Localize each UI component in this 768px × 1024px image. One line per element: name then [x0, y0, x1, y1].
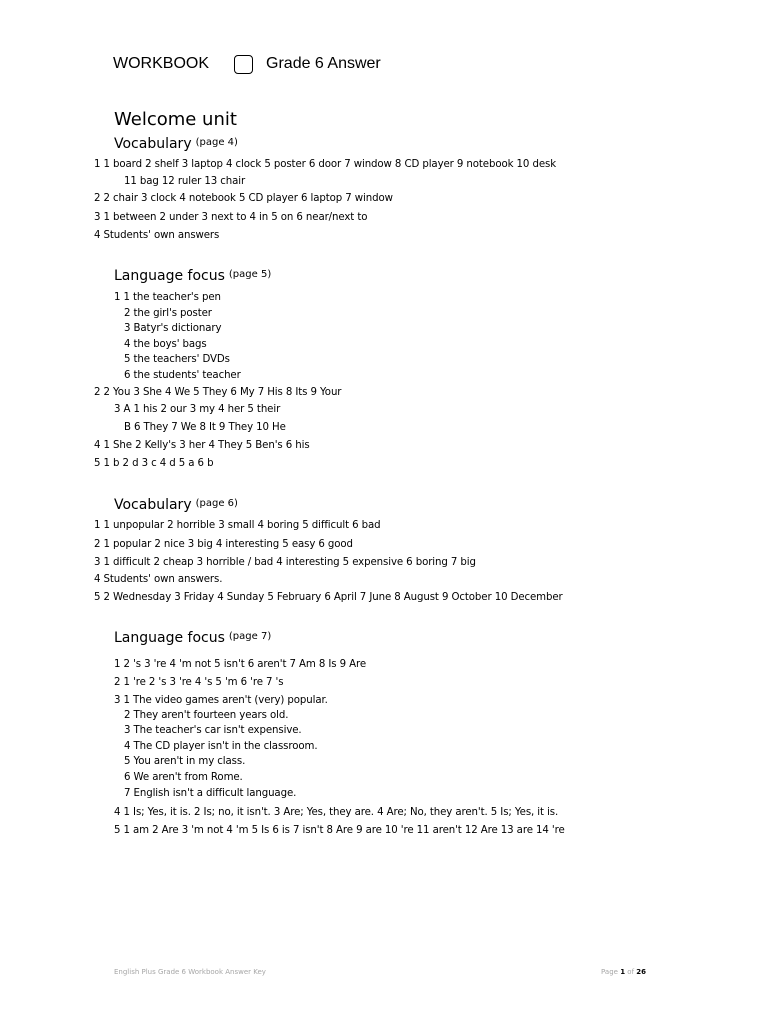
footer-page-total: 26	[636, 968, 647, 976]
answer-line: 1 2 's 3 're 4 'm not 5 isn't 6 aren't 7 Am 8 Is 9 Are	[114, 659, 367, 670]
answer-line: 3 Batyr's dictionary	[124, 323, 222, 334]
footer-of-word: of	[627, 968, 635, 976]
answer-line: 3 1 The video games aren't (very) popular.	[114, 695, 328, 706]
unit-title: Welcome unit	[114, 109, 237, 130]
answer-line: 3 A 1 his 2 our 3 my 4 her 5 their	[114, 404, 281, 415]
checkbox-square-icon	[234, 55, 253, 74]
answer-line: 3 The teacher's car isn't expensive.	[124, 725, 302, 736]
answer-line: 1 1 unpopular 2 horrible 3 small 4 boring 5 difficult 6 bad	[94, 520, 381, 531]
answer-line: 4 the boys' bags	[124, 339, 207, 350]
answer-line: 3 1 difficult 2 cheap 3 horrible / bad 4 interesting 5 expensive 6 boring 7 big	[94, 557, 476, 568]
answer-line: 4 1 Is; Yes, it is. 2 Is; no, it isn't. 3 Are; Yes, they are. 4 Are; No, they aren't. 5 Is; Yes, it is.	[114, 807, 559, 818]
section-title-text: Vocabulary	[114, 497, 192, 513]
answer-line: 2 1 popular 2 nice 3 big 4 interesting 5 easy 6 good	[94, 539, 353, 550]
answer-line: 7 English isn't a difficult language.	[124, 788, 297, 799]
answer-line: 6 We aren't from Rome.	[124, 772, 243, 783]
answer-line: 4 The CD player isn't in the classroom.	[124, 741, 318, 752]
answer-line: 5 1 am 2 Are 3 'm not 4 'm 5 Is 6 is 7 isn't 8 Are 9 are 10 're 11 aren't 12 Are 13 are 14 're	[114, 825, 565, 836]
section-page-ref: (page 4)	[195, 137, 238, 148]
answer-line: 2 1 're 2 's 3 're 4 's 5 'm 6 're 7 's	[114, 677, 284, 688]
answer-line: 2 the girl's poster	[124, 308, 212, 319]
section-title-text: Language focus	[114, 268, 225, 284]
answer-line: 11 bag 12 ruler 13 chair	[124, 176, 246, 187]
page-header	[113, 52, 381, 76]
answer-line: 1 1 board 2 shelf 3 laptop 4 clock 5 poster 6 door 7 window 8 CD player 9 notebook 10 desk	[94, 159, 556, 170]
answer-line: 1 1 the teacher's pen	[114, 292, 221, 303]
section-title-text: Language focus	[114, 630, 225, 646]
answer-line: 4 Students' own answers.	[94, 574, 223, 585]
section-title-text: Vocabulary	[114, 136, 192, 152]
answer-line: 2 They aren't fourteen years old.	[124, 710, 289, 721]
answer-line: B 6 They 7 We 8 It 9 They 10 He	[124, 422, 286, 433]
section-title	[114, 630, 271, 646]
workbook-label: WORKBOOK	[113, 55, 210, 72]
section-title	[114, 497, 238, 513]
section-page-ref: (page 6)	[195, 498, 238, 509]
answer-line: 3 1 between 2 under 3 next to 4 in 5 on 6 near/next to	[94, 212, 368, 223]
answer-line: 5 You aren't in my class.	[124, 756, 246, 767]
grade-label: Grade 6 Answer	[266, 55, 381, 72]
answer-line: 5 2 Wednesday 3 Friday 4 Sunday 5 February 6 April 7 June 8 August 9 October 10 December	[94, 592, 563, 603]
answer-line: 6 the students' teacher	[124, 370, 241, 381]
answer-line: 4 1 She 2 Kelly's 3 her 4 They 5 Ben's 6 his	[94, 440, 310, 451]
answer-line: 4 Students' own answers	[94, 230, 220, 241]
answer-line: 2 2 You 3 She 4 We 5 They 6 My 7 His 8 Its 9 Your	[94, 387, 342, 398]
section-title	[114, 136, 238, 152]
answer-line: 5 1 b 2 d 3 c 4 d 5 a 6 b	[94, 458, 214, 469]
footer-page-number	[601, 968, 646, 976]
footer-page-word: Page	[601, 968, 618, 976]
answer-line: 5 the teachers' DVDs	[124, 354, 230, 365]
footer-page-current: 1	[620, 968, 626, 976]
section-page-ref: (page 5)	[228, 269, 272, 280]
footer-title: English Plus Grade 6 Workbook Answer Key	[114, 968, 266, 976]
section-title	[114, 268, 271, 284]
section-page-ref: (page 7)	[228, 631, 272, 642]
answer-line: 2 2 chair 3 clock 4 notebook 5 CD player 6 laptop 7 window	[94, 193, 393, 204]
